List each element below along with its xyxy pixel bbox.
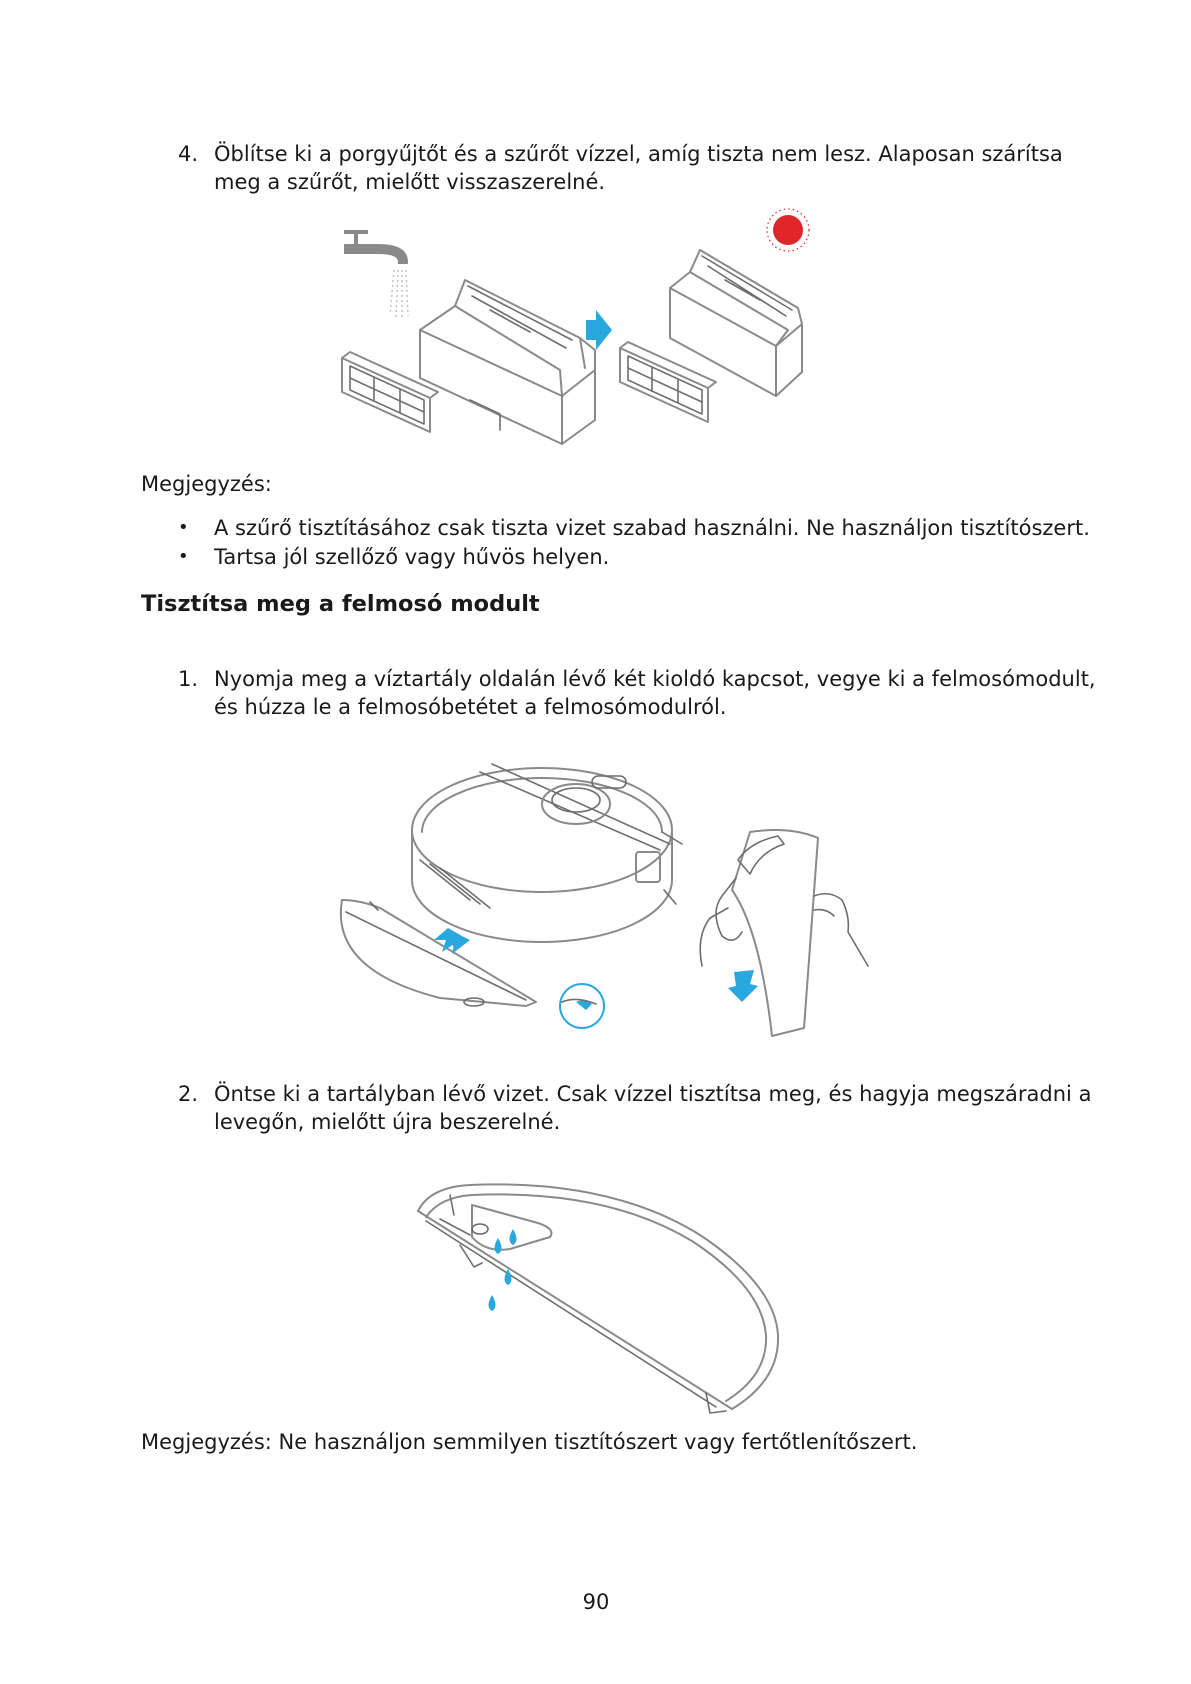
mop-module-drawing xyxy=(341,900,536,1006)
next-arrow-icon xyxy=(586,310,612,350)
filter-drawing-right xyxy=(620,342,716,422)
release-clip-zoom-icon xyxy=(560,984,604,1028)
step-2-number: 2. xyxy=(178,1082,199,1106)
water-tank-drawing xyxy=(418,1184,778,1413)
note-label: Megjegyzés: xyxy=(141,472,272,496)
step-2-text-line-2: levegőn, mielőtt újra beszerelné. xyxy=(214,1110,561,1134)
bottom-note: Megjegyzés: Ne használjon semmilyen tisztítószert vagy fertőtlenítőszert. xyxy=(141,1430,918,1454)
dustbin-drawing-left xyxy=(420,280,595,444)
step-1-text-line-1: Nyomja meg a víztartály oldalán lévő két kioldó kapcsot, vegye ki a felmosómodult, xyxy=(214,667,1096,691)
step-4-text-line-2: meg a szűrőt, mielőtt visszaszerelné. xyxy=(214,170,606,194)
bullet-dot: • xyxy=(178,546,189,567)
dustbin-drawing-right xyxy=(670,250,802,396)
faucet-icon xyxy=(344,230,408,318)
rinse-dustbin-illustration xyxy=(330,220,870,460)
note-bullet-2: Tartsa jól szellőző vagy hűvös helyen. xyxy=(214,545,610,569)
remove-mop-module-illustration xyxy=(330,740,870,1040)
step-1-text-line-2: és húzza le a felmosóbetétet a felmosómodulról. xyxy=(214,695,727,719)
page-number: 90 xyxy=(582,1590,610,1614)
section-heading: Tisztítsa meg a felmosó modult xyxy=(141,591,540,617)
step-4-number: 4. xyxy=(178,142,199,166)
down-arrow-icon xyxy=(728,970,758,1002)
pull-arrow-icon xyxy=(434,928,470,954)
dry-indicator-icon xyxy=(767,209,809,251)
step-2-text-line-1: Öntse ki a tartályban lévő vizet. Csak vízzel tisztítsa meg, és hagyja megszáradni a xyxy=(214,1082,1092,1106)
bullet-dot: • xyxy=(178,517,189,538)
hands-with-mop-pad-drawing xyxy=(700,830,868,1036)
filter-drawing-left xyxy=(342,352,438,432)
step-4-text-line-1: Öblítse ki a porgyűjtőt és a szűrőt vízzel, amíg tiszta nem lesz. Alaposan szárítsa xyxy=(214,142,1063,166)
robot-vacuum-drawing xyxy=(412,764,682,942)
note-bullet-1: A szűrő tisztításához csak tiszta vizet szabad használni. Ne használjon tisztítószert. xyxy=(214,516,1090,540)
drain-water-tank-illustration xyxy=(410,1175,790,1415)
step-1-number: 1. xyxy=(178,667,199,691)
